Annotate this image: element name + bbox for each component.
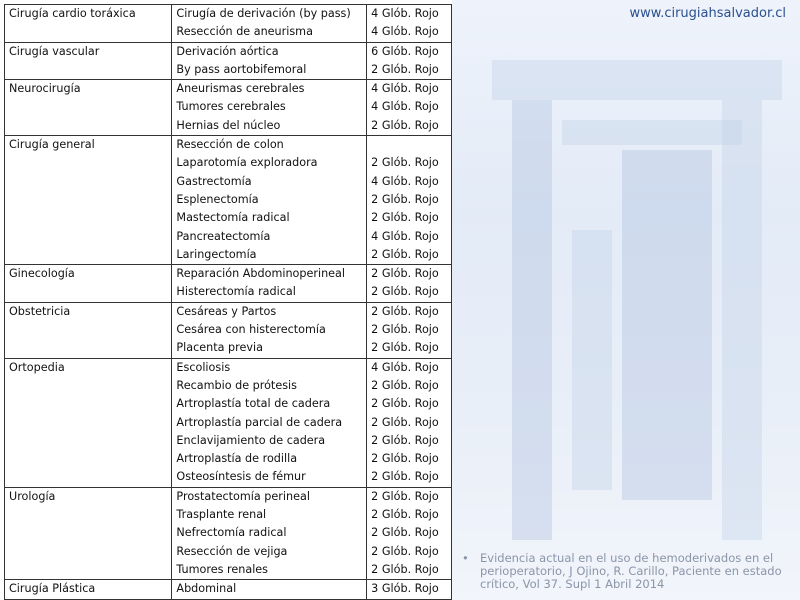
site-url: www.cirugiahsalvador.cl <box>629 6 786 21</box>
units-cell: 2 Glób. Rojo <box>367 209 452 227</box>
table-row <box>5 98 452 116</box>
specialty-cell <box>5 209 172 227</box>
units-cell: 2 Glób. Rojo <box>367 117 452 136</box>
table-row <box>5 23 452 42</box>
table-row <box>5 42 452 61</box>
specialty-cell <box>5 506 172 524</box>
procedure-cell: Artroplastía de rodilla <box>172 450 367 468</box>
procedure-cell: Cesárea con histerectomía <box>172 321 367 339</box>
procedure-cell: Tumores renales <box>172 561 367 580</box>
units-cell: 2 Glób. Rojo <box>367 61 452 80</box>
table-row <box>5 117 452 136</box>
table-row <box>5 395 452 413</box>
specialty-cell <box>5 524 172 542</box>
specialty-cell <box>5 432 172 450</box>
specialty-cell: Obstetricia <box>5 302 172 321</box>
procedure-cell: Recambio de prótesis <box>172 377 367 395</box>
table-row <box>5 265 452 284</box>
specialty-cell <box>5 561 172 580</box>
table-row <box>5 154 452 172</box>
procedure-cell: Nefrectomía radical <box>172 524 367 542</box>
specialty-cell <box>5 543 172 561</box>
specialty-cell <box>5 339 172 358</box>
table-row <box>5 524 452 542</box>
table-row <box>5 136 452 155</box>
specialty-cell <box>5 191 172 209</box>
procedure-cell: Osteosíntesis de fémur <box>172 468 367 487</box>
table-row <box>5 191 452 209</box>
specialty-cell: Cirugía cardio toráxica <box>5 5 172 24</box>
procedure-cell: Esplenectomía <box>172 191 367 209</box>
units-cell: 6 Glób. Rojo <box>367 42 452 61</box>
specialty-cell: Urología <box>5 487 172 506</box>
procedure-cell: Enclavijamiento de cadera <box>172 432 367 450</box>
procedure-cell: Cirugía de derivación (by pass) <box>172 5 367 24</box>
units-cell: 4 Glób. Rojo <box>367 173 452 191</box>
table-row <box>5 506 452 524</box>
specialty-cell <box>5 98 172 116</box>
specialty-cell <box>5 468 172 487</box>
table-row <box>5 561 452 580</box>
units-cell: 2 Glób. Rojo <box>367 543 452 561</box>
specialty-cell: Cirugía general <box>5 136 172 155</box>
procedure-cell: Tumores cerebrales <box>172 98 367 116</box>
table-row <box>5 487 452 506</box>
units-cell: 2 Glób. Rojo <box>367 154 452 172</box>
procedure-cell: Resección de aneurisma <box>172 23 367 42</box>
table-row <box>5 339 452 358</box>
specialty-cell <box>5 117 172 136</box>
specialty-cell <box>5 377 172 395</box>
table-row <box>5 61 452 80</box>
procedure-cell: Escoliosis <box>172 358 367 377</box>
procedure-cell: Cesáreas y Partos <box>172 302 367 321</box>
table-row <box>5 228 452 246</box>
background-building-image <box>452 0 800 600</box>
units-cell: 2 Glób. Rojo <box>367 450 452 468</box>
units-cell: 4 Glób. Rojo <box>367 23 452 42</box>
procedure-cell: Laringectomía <box>172 246 367 265</box>
units-cell: 2 Glób. Rojo <box>367 302 452 321</box>
specialty-cell: Neurocirugía <box>5 80 172 99</box>
specialty-cell <box>5 173 172 191</box>
procedure-cell: By pass aortobifemoral <box>172 61 367 80</box>
procedure-cell: Reparación Abdominoperineal <box>172 265 367 284</box>
table-body <box>5 5 452 600</box>
units-cell: 2 Glób. Rojo <box>367 524 452 542</box>
units-cell: 2 Glób. Rojo <box>367 414 452 432</box>
table-row <box>5 5 452 24</box>
units-cell: 2 Glób. Rojo <box>367 265 452 284</box>
procedure-cell: Abdominal <box>172 580 367 599</box>
specialty-cell <box>5 450 172 468</box>
procedure-cell: Aneurismas cerebrales <box>172 80 367 99</box>
specialty-cell <box>5 23 172 42</box>
specialty-cell <box>5 154 172 172</box>
units-cell: 2 Glób. Rojo <box>367 395 452 413</box>
table-row <box>5 580 452 599</box>
units-cell: 4 Glób. Rojo <box>367 80 452 99</box>
transfusion-requirements-table <box>4 4 452 600</box>
table-row <box>5 302 452 321</box>
procedure-cell: Histerectomía radical <box>172 283 367 302</box>
specialty-cell: Ginecología <box>5 265 172 284</box>
procedure-cell: Hernias del núcleo <box>172 117 367 136</box>
table-row <box>5 377 452 395</box>
procedure-cell: Pancreatectomía <box>172 228 367 246</box>
procedure-cell: Gastrectomía <box>172 173 367 191</box>
procedure-cell: Laparotomía exploradora <box>172 154 367 172</box>
table-row <box>5 246 452 265</box>
bullet-icon: • <box>462 551 469 565</box>
table-row <box>5 468 452 487</box>
units-cell: 4 Glób. Rojo <box>367 358 452 377</box>
reference-text: Evidencia actual en el uso de hemoderivados en el perioperatorio, J Ojino, R. Carillo, Paciente en estado crítico, Vol 37. Supl 1 Abril 2014 <box>480 551 782 591</box>
specialty-cell <box>5 61 172 80</box>
procedure-cell: Derivación aórtica <box>172 42 367 61</box>
specialty-cell: Cirugía vascular <box>5 42 172 61</box>
table-row <box>5 414 452 432</box>
specialty-cell <box>5 395 172 413</box>
table-row <box>5 358 452 377</box>
specialty-cell: Ortopedia <box>5 358 172 377</box>
units-cell: 2 Glób. Rojo <box>367 283 452 302</box>
table-row <box>5 209 452 227</box>
procedure-cell: Resección de vejiga <box>172 543 367 561</box>
table-row <box>5 80 452 99</box>
specialty-cell: Cirugía Plástica <box>5 580 172 599</box>
units-cell: 3 Glób. Rojo <box>367 580 452 599</box>
units-cell: 2 Glób. Rojo <box>367 377 452 395</box>
specialty-cell <box>5 414 172 432</box>
units-cell: 4 Glób. Rojo <box>367 5 452 24</box>
units-cell <box>367 136 452 155</box>
procedure-cell: Placenta previa <box>172 339 367 358</box>
table-row <box>5 173 452 191</box>
units-cell: 2 Glób. Rojo <box>367 339 452 358</box>
specialty-cell <box>5 283 172 302</box>
units-cell: 2 Glób. Rojo <box>367 487 452 506</box>
units-cell: 4 Glób. Rojo <box>367 228 452 246</box>
units-cell: 2 Glób. Rojo <box>367 321 452 339</box>
units-cell: 2 Glób. Rojo <box>367 561 452 580</box>
procedure-cell: Trasplante renal <box>172 506 367 524</box>
table-row <box>5 321 452 339</box>
procedure-cell: Artroplastía parcial de cadera <box>172 414 367 432</box>
units-cell: 2 Glób. Rojo <box>367 432 452 450</box>
specialty-cell <box>5 228 172 246</box>
reference-note <box>462 552 792 591</box>
procedure-cell: Prostatectomía perineal <box>172 487 367 506</box>
units-cell: 2 Glób. Rojo <box>367 506 452 524</box>
procedure-cell: Mastectomía radical <box>172 209 367 227</box>
specialty-cell <box>5 321 172 339</box>
procedure-cell: Resección de colon <box>172 136 367 155</box>
units-cell: 2 Glób. Rojo <box>367 246 452 265</box>
table-row <box>5 450 452 468</box>
table-row <box>5 432 452 450</box>
units-cell: 2 Glób. Rojo <box>367 468 452 487</box>
specialty-cell <box>5 246 172 265</box>
units-cell: 4 Glób. Rojo <box>367 98 452 116</box>
table-row <box>5 543 452 561</box>
procedure-cell: Artroplastía total de cadera <box>172 395 367 413</box>
table-row <box>5 283 452 302</box>
units-cell: 2 Glób. Rojo <box>367 191 452 209</box>
